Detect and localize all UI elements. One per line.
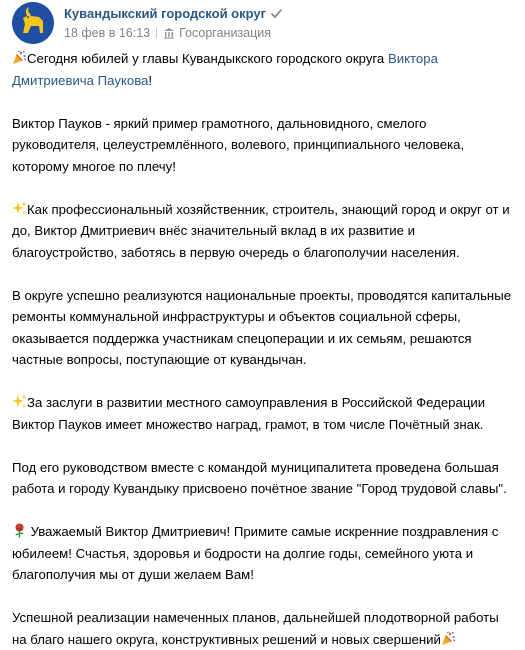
paragraph-6: Под его руководством вместе с командой муниципалитета проведена большая работа и городу Кувандыку присвоено почётное звание "Город трудовой славы". — [12, 459, 507, 496]
paragraph-3 — [12, 199, 515, 264]
paragraph-7-text: Уважаемый Виктор Дмитриевич! Примите самые искренние поздравления с юбилеем! Счастья, здоровья и бодрости на долгие годы, семейного уюта и благополучия мы от души желаем Вам! — [12, 524, 499, 582]
intro-text: Сегодня юбилей у главы Кувандыкского городского округа — [27, 51, 388, 66]
author-name-link[interactable]: Кувандыкский городской округ — [64, 6, 267, 21]
party-popper-icon — [441, 631, 456, 646]
paragraph-8-text: Успешной реализации намеченных планов, дальнейшей плодотворной работы на благо нашего округа, конструктивных решений и новых свершений — [12, 610, 499, 647]
paragraph-5-text: За заслуги в развитии местного самоуправления в Российской Федерации Виктор Пауков имеет множество наград, грамот, в том числе Почётный знак. — [12, 395, 486, 432]
coat-of-arms-goat-icon — [12, 2, 54, 44]
paragraph-8 — [12, 607, 515, 650]
author-line — [64, 5, 283, 23]
paragraph-5 — [12, 392, 515, 435]
post-header — [12, 2, 512, 46]
avatar[interactable] — [12, 2, 54, 44]
meta-divider — [156, 27, 157, 38]
verified-check-icon — [270, 7, 283, 25]
party-popper-icon — [12, 50, 27, 65]
government-building-icon — [163, 27, 175, 42]
sparkles-icon — [12, 394, 27, 409]
post-category: Госорганизация — [179, 26, 272, 40]
rose-icon — [12, 523, 27, 538]
intro-text-end: ! — [148, 72, 153, 88]
post-date-link[interactable]: 18 фев в 16:13 — [64, 26, 151, 40]
post-text — [12, 48, 515, 650]
paragraph-3-text: Как профессиональный хозяйственник, строитель, знающий город и округ от и до, Виктор Дмитриевич внёс значительный вклад в их развитие и благоустройство, заботясь в первую очередь о благополучии населения. — [12, 201, 510, 260]
sparkles-icon — [12, 201, 27, 216]
paragraph-2: Виктор Пауков - яркий пример грамотного, дальновидного, смелого руководителя, целеустремлённого, волевого, принципиального человека, которому многое по плечу! — [12, 115, 465, 174]
post-meta — [64, 26, 271, 42]
paragraph-7 — [12, 521, 515, 586]
paragraph-intro — [12, 48, 515, 91]
paragraph-4: В округе успешно реализуются национальные проекты, проводятся капитальные ремонты коммунальной инфраструктуры и объектов социальной сферы, оказывается поддержка участникам спецоперации и их семьям, решаются частные вопросы, поступающие от кувандычан. — [12, 287, 512, 367]
mention-link[interactable]: Виктора Дмитриевича Паукова — [12, 51, 438, 88]
